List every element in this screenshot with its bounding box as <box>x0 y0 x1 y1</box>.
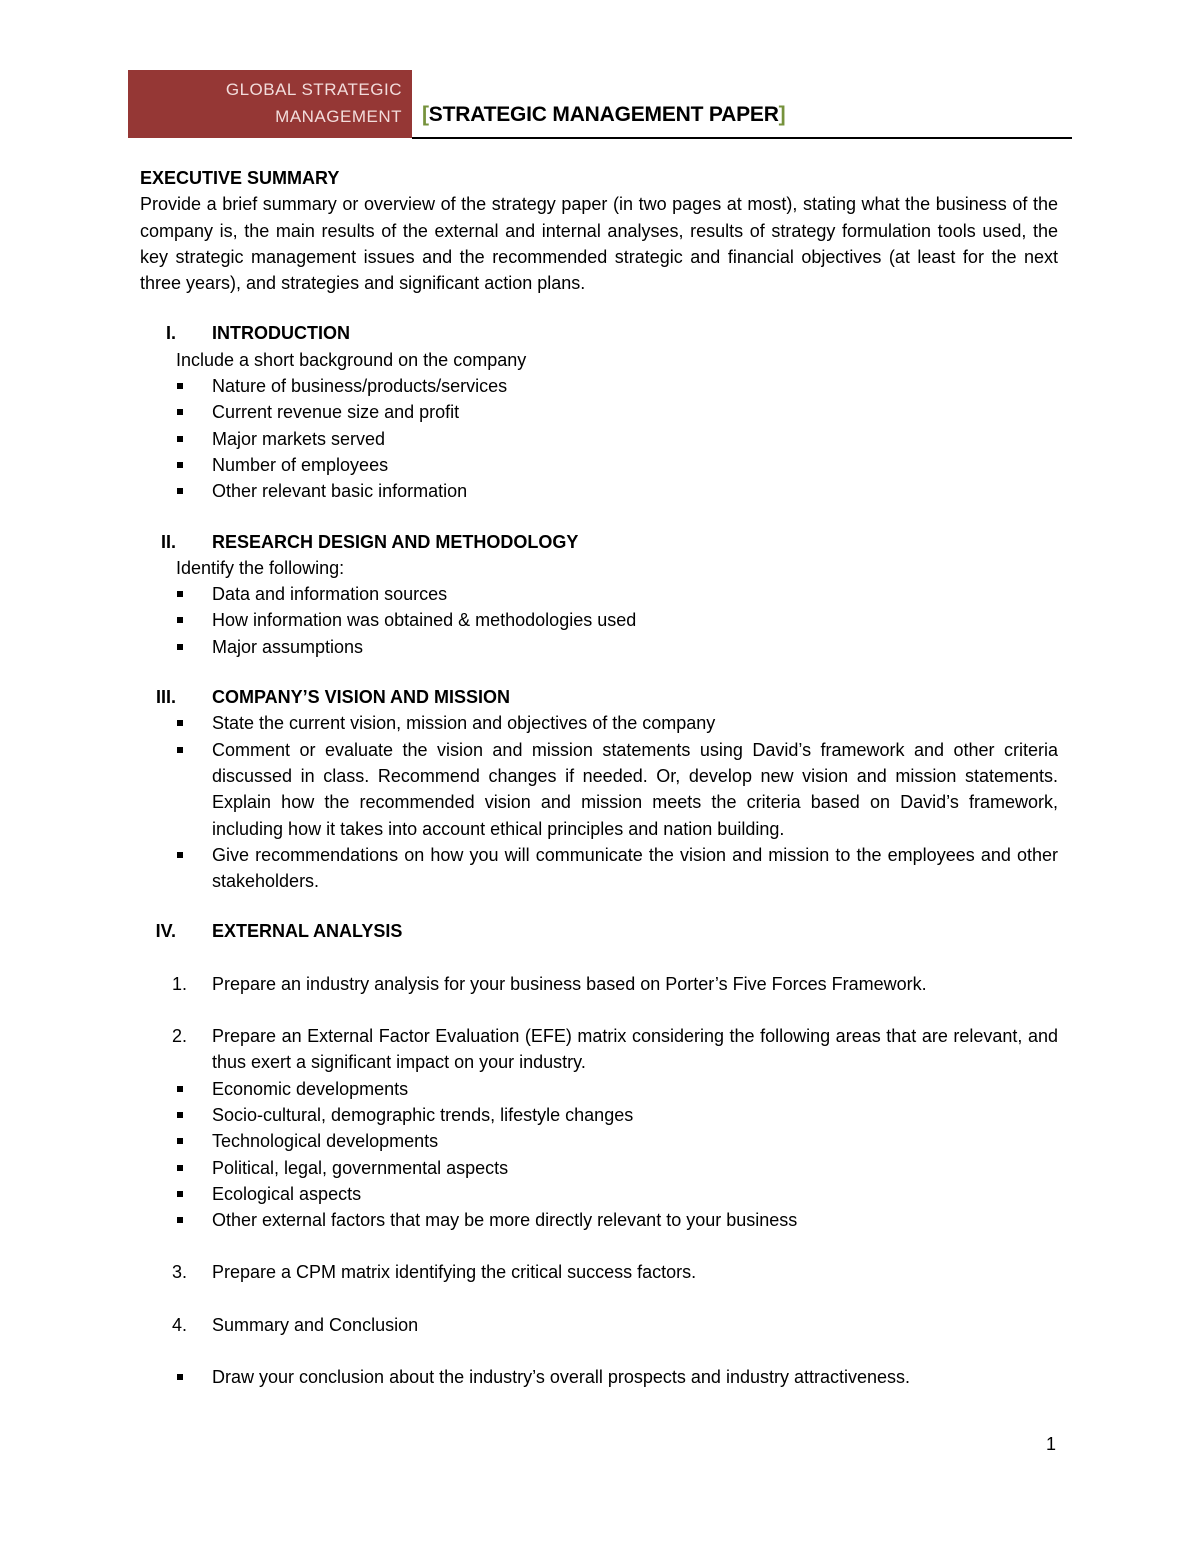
bullet-icon <box>177 383 183 389</box>
bullet-icon <box>177 1165 183 1171</box>
bullet-list <box>140 1364 1058 1390</box>
bullet-icon <box>177 1086 183 1092</box>
bullet-icon <box>177 1191 183 1197</box>
numbered-list <box>140 1259 1058 1338</box>
numbered-item: 4. Summary and Conclusion <box>172 1314 419 1335</box>
section-number: I. <box>165 323 176 344</box>
numbered-item: 1. Prepare an industry analysis for your business based on Porter’s Five Forces Framework. <box>172 973 927 994</box>
section-heading <box>140 529 1058 555</box>
bullet-list <box>140 1076 1058 1234</box>
bullet-icon <box>177 852 183 858</box>
list-item: Current revenue size and profit <box>140 399 1058 425</box>
executive-summary-text: Provide a brief summary or overview of the strategy paper (in two pages at most), stating what the business of the company is, the main results of the external and internal analyses, results of strategy formulation tools used, the key strategic management issues and the recommended strategic and financial objectives (at least for the next three years), and strategies and significant action plans. <box>140 194 1058 294</box>
list-item: Draw your conclusion about the industry’s overall prospects and industry attractiveness. <box>140 1364 1058 1390</box>
list-item: Other relevant basic information <box>140 478 1058 504</box>
list-item: Give recommendations on how you will communicate the vision and mission to the employees and other stakeholders. <box>140 842 1058 895</box>
bullet-icon <box>177 488 183 494</box>
section-heading <box>140 320 1058 346</box>
bullet-icon <box>177 720 183 726</box>
bullet-list <box>140 710 1058 894</box>
section-lead: Include a short background on the company <box>176 349 527 370</box>
page-number: 1 <box>1046 1434 1057 1454</box>
bullet-icon <box>177 409 183 415</box>
bullet-icon <box>177 1374 183 1380</box>
header-brand-box <box>128 70 412 138</box>
bullet-icon <box>177 591 183 597</box>
list-item: State the current vision, mission and objectives of the company <box>140 710 1058 736</box>
bullet-icon <box>177 462 183 468</box>
section-external-analysis <box>140 918 1058 1390</box>
numbered-item: 2. Prepare an External Factor Evaluation (EFE) matrix considering the following areas that are relevant, and thus exert a significant impact on your industry. <box>172 1026 1058 1073</box>
list-item: Comment or evaluate the vision and mission statements using David’s framework and other criteria discussed in class. Recommend changes if needed. Or, develop new vision and mission statements. Explain how the recommended vision and mission meets the criteria based on David’s framework, including how it takes into account ethical principles and nation building. <box>140 737 1058 842</box>
list-item: Major markets served <box>140 426 1058 452</box>
section-lead: Identify the following: <box>176 557 345 578</box>
title-bracket-open: [ <box>422 103 429 126</box>
section-title: COMPANY’S VISION AND MISSION <box>212 687 511 708</box>
document-title <box>422 103 785 127</box>
bullet-icon <box>177 436 183 442</box>
bullet-icon <box>177 1138 183 1144</box>
bullet-icon <box>177 644 183 650</box>
list-item: Political, legal, governmental aspects <box>140 1155 1058 1181</box>
bullet-icon <box>177 1217 183 1223</box>
section-title: INTRODUCTION <box>212 323 350 344</box>
bullet-list <box>140 373 1058 504</box>
list-item: Major assumptions <box>140 634 1058 660</box>
section-research-design <box>140 529 1058 660</box>
section-heading <box>140 918 1058 944</box>
section-number: III. <box>155 687 176 708</box>
title-text: STRATEGIC MANAGEMENT PAPER <box>428 103 779 126</box>
document-body <box>140 165 1058 1390</box>
header-rule <box>412 137 1072 139</box>
list-item: Ecological aspects <box>140 1181 1058 1207</box>
bullet-icon <box>177 747 183 753</box>
list-item: Economic developments <box>140 1076 1058 1102</box>
section-heading <box>140 684 1058 710</box>
title-bracket-close: ] <box>778 103 786 126</box>
section-number: IV. <box>155 921 176 942</box>
section-title: RESEARCH DESIGN AND METHODOLOGY <box>212 531 579 552</box>
brand-line-1: GLOBAL STRATEGIC <box>225 80 402 99</box>
executive-summary-heading: EXECUTIVE SUMMARY <box>140 168 340 188</box>
list-item: How information was obtained & methodologies used <box>140 607 1058 633</box>
section-title: EXTERNAL ANALYSIS <box>212 921 403 942</box>
bullet-icon <box>177 1112 183 1118</box>
brand-line-2: MANAGEMENT <box>275 107 402 126</box>
section-introduction <box>140 320 1058 504</box>
bullet-icon <box>177 617 183 623</box>
list-item: Number of employees <box>140 452 1058 478</box>
list-item: Technological developments <box>140 1128 1058 1154</box>
section-number: II. <box>160 531 176 552</box>
numbered-list <box>140 971 1058 1076</box>
list-item: Socio-cultural, demographic trends, lifestyle changes <box>140 1102 1058 1128</box>
list-item: Data and information sources <box>140 581 1058 607</box>
list-item: Nature of business/products/services <box>140 373 1058 399</box>
numbered-item: 3. Prepare a CPM matrix identifying the critical success factors. <box>172 1262 697 1283</box>
list-item: Other external factors that may be more directly relevant to your business <box>140 1207 1058 1233</box>
section-vision-mission <box>140 684 1058 894</box>
bullet-list <box>140 581 1058 660</box>
